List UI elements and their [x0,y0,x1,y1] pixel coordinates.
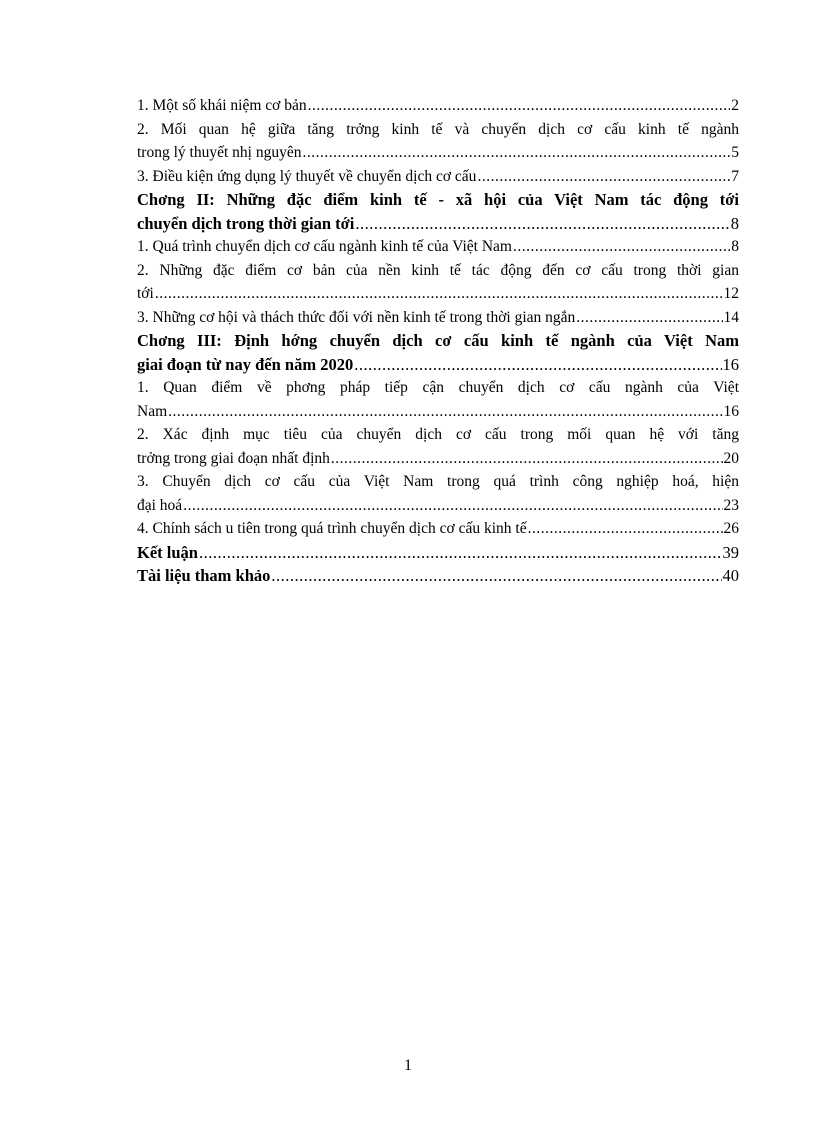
leader-dots [155,282,723,306]
leader-dots [576,306,722,330]
leader-dots [302,141,730,165]
toc-text: trong lý thuyết nhị nguyên [137,144,302,161]
leader-dots [528,517,723,541]
leader-dots [355,212,729,236]
toc-text: Tài liệu tham khảo [137,566,271,585]
toc-line [137,306,739,330]
toc-page-number: 8 [730,213,739,233]
toc-page-number: 23 [723,496,739,514]
toc-line [137,376,739,400]
leader-dots [183,494,722,518]
toc-line [137,188,739,212]
toc-entry [137,306,739,330]
toc-text: tới [137,285,154,302]
toc-entry [137,235,739,259]
leader-dots [513,235,730,259]
toc-page-number: 16 [722,354,739,374]
toc-line [137,541,739,565]
toc-page-number: 14 [723,308,739,326]
toc-entry [137,94,739,118]
toc-entry [137,517,739,541]
toc-entry [137,259,739,306]
toc-chapter-entry [137,541,739,565]
toc-line [137,494,739,518]
toc-text: 3. Điều kiện ứng dụng lý thuyết về chuyển dịch cơ cấu [137,167,477,185]
toc-entry [137,376,739,423]
toc-page-number: 12 [723,285,739,302]
toc-line [137,423,739,447]
toc-chapter-entry [137,329,739,376]
leader-dots [199,541,722,565]
toc-entry [137,118,739,165]
toc-line [137,517,739,541]
toc-page-number: 20 [723,449,739,467]
toc-text: Nam [137,402,168,420]
toc-text: 4. Chính sách u tiên trong quá trình chuyển dịch cơ cấu kinh tế [137,520,527,537]
toc-page-number: 7 [731,167,739,185]
toc-line [137,447,739,471]
toc-line [137,329,739,353]
toc-line [137,353,739,377]
toc-line [137,141,739,165]
toc-page-number: 2 [731,97,739,114]
toc-chapter-entry [137,188,739,235]
toc-page-number: 8 [731,238,739,255]
leader-dots [354,353,721,377]
leader-dots [477,165,730,189]
toc-text: 3. Những cơ hội và thách thức đối với nền kinh tế trong thời gian ngắn [137,308,576,326]
toc-line [137,400,739,424]
toc-text: 1. Quá trình chuyển dịch cơ cấu ngành kinh tế của Việt Nam [137,238,512,255]
toc-page-number: 16 [723,402,739,420]
toc-text: chuyển dịch trong thời gian tới [137,213,355,233]
toc-text: 2. Những đặc điểm cơ bản của nền kinh tế tác động đến cơ cấu trong thời gian [137,261,739,279]
toc-text: đại hoá [137,496,183,514]
leader-dots [168,400,722,424]
toc-entry [137,165,739,189]
toc-text: trởng trong giai đoạn nhất định [137,449,330,467]
toc-entry [137,423,739,470]
toc-text: Chơng II: Những đặc điểm kinh tế - xã hội của Việt Nam tác động tới [137,190,739,209]
toc-text: giai đoạn từ nay đến năm 2020 [137,354,354,374]
leader-dots [308,94,731,118]
toc-text: 1. Một số khái niệm cơ bản [137,97,307,114]
table-of-contents [137,94,739,588]
toc-page-number: 26 [723,520,739,537]
toc-line [137,259,739,283]
toc-line [137,282,739,306]
page-number: 1 [404,1057,412,1074]
toc-line [137,118,739,142]
toc-text: 3. Chuyển dịch cơ cấu của Việt Nam trong quá trình công nghiệp hoá, hiện [137,473,739,490]
toc-line [137,235,739,259]
toc-entry [137,470,739,517]
toc-chapter-entry [137,564,739,588]
toc-text: Kết luận [137,542,198,562]
toc-line [137,564,739,588]
toc-text: Chơng III: Định hớng chuyển dịch cơ cấu kinh tế ngành của Việt Nam [137,331,739,350]
leader-dots [331,447,723,471]
toc-line [137,94,739,118]
toc-page-number: 39 [722,542,739,562]
toc-text: 2. Xác định mục tiêu của chuyển dịch cơ cấu trong mối quan hệ với tăng [137,426,739,443]
toc-line [137,212,739,236]
toc-text: 2. Mối quan hệ giữa tăng trởng kinh tế và chuyển dịch cơ cấu kinh tế ngành [137,120,739,138]
leader-dots [271,564,721,588]
toc-line [137,165,739,189]
toc-page-number: 40 [722,566,739,585]
toc-line [137,470,739,494]
toc-text: 1. Quan điểm về phơng pháp tiếp cận chuyển dịch cơ cấu ngành của Việt [137,379,739,396]
toc-page-number: 5 [731,144,739,161]
